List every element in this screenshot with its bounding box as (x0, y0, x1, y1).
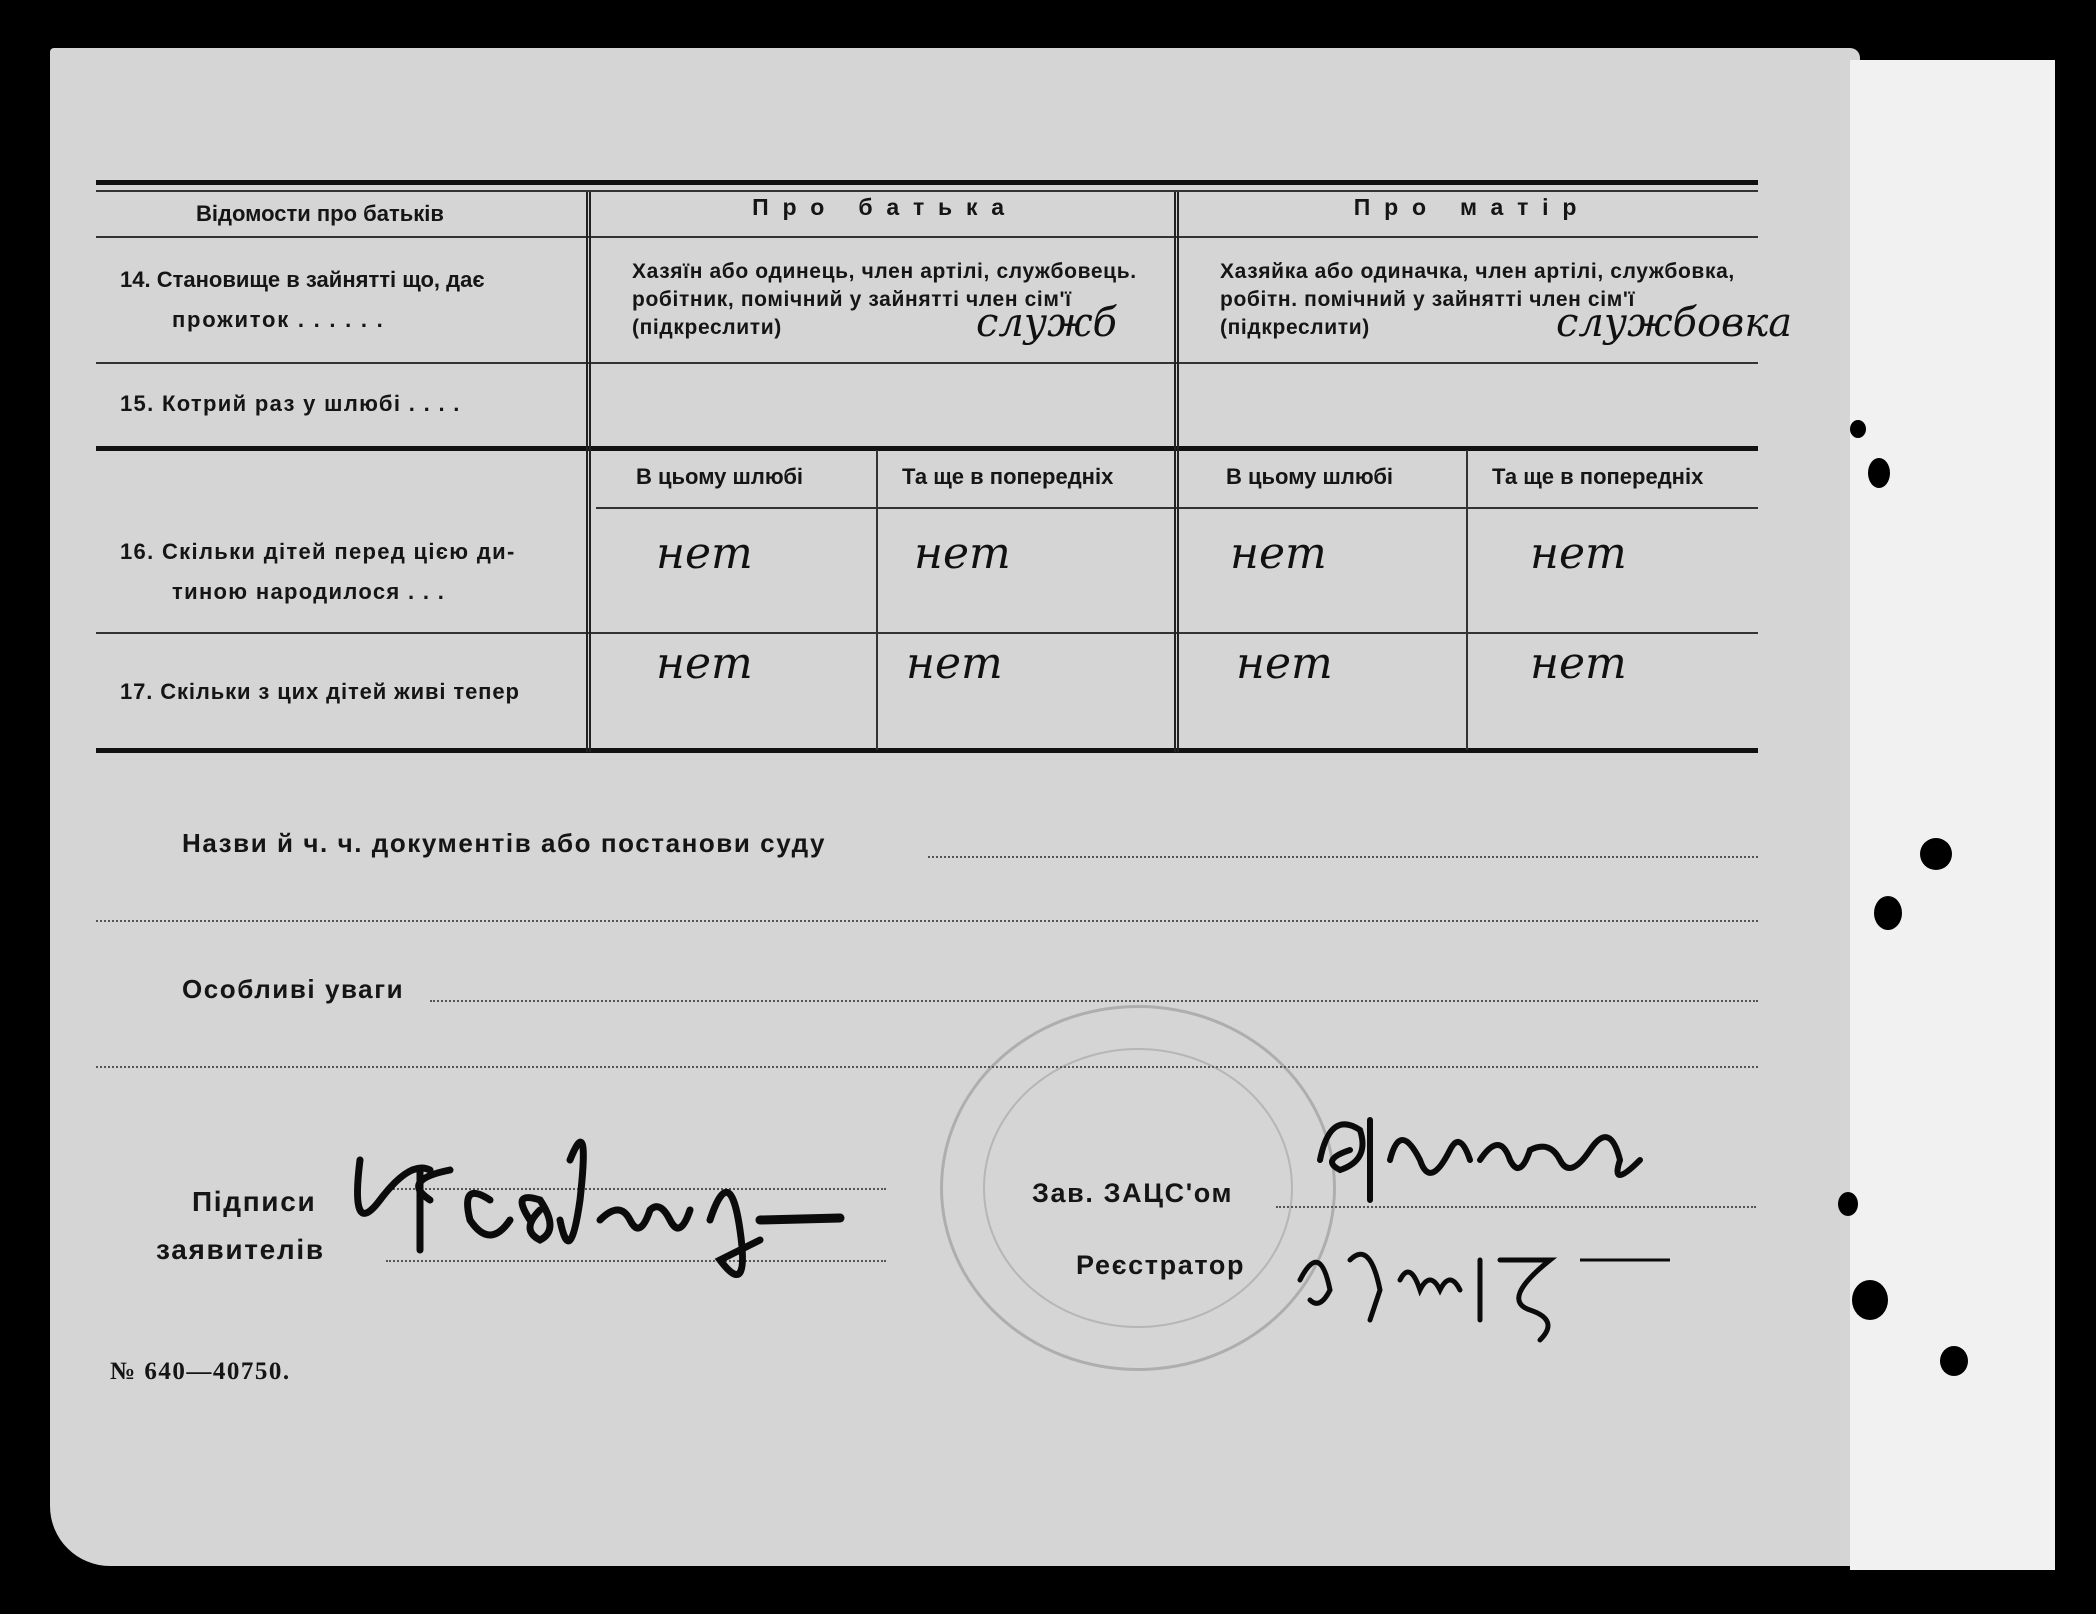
applicant-signature (340, 1100, 900, 1300)
row16-mother-previous: нет (1530, 528, 1627, 579)
head-signature (1310, 1100, 1670, 1220)
column-divider (1174, 192, 1179, 752)
punch-hole (1868, 458, 1890, 488)
header-bottom-rule (96, 236, 1758, 238)
row16-label-line1: 16. Скільки дітей перед цією ди- (120, 539, 516, 564)
row15-bottom-rule (96, 446, 1758, 451)
row17-father-this-marriage: нет (656, 638, 753, 689)
subheader-father-previous: Та ще в попередніх (902, 464, 1114, 489)
header-parents-info: Відомости про батьків (196, 201, 444, 226)
row16-mother-this-marriage: нет (1230, 528, 1327, 579)
row14-bottom-rule (96, 362, 1758, 364)
registrar-signature (1290, 1220, 1690, 1340)
documents-line-2 (96, 920, 1758, 922)
subheader-mother-this-marriage: В цьому шлюбі (1226, 464, 1394, 489)
row16-father-previous: нет (914, 528, 1011, 579)
punch-hole (1920, 838, 1952, 870)
applicants-label-line1: Підписи (192, 1186, 317, 1217)
page-edge (1850, 60, 2055, 1570)
column-divider (876, 450, 878, 750)
form-number: № 640—40750. (110, 1358, 291, 1385)
table-top-rule-thin (96, 190, 1758, 192)
row14-mother-value: службовка (1556, 300, 1793, 346)
notes-line (430, 1000, 1758, 1002)
row16-label-line2: тиною народилося . . . (172, 579, 446, 604)
punch-hole (1838, 1192, 1858, 1216)
applicants-label-line2: заявителів (156, 1234, 325, 1265)
notes-line-2 (96, 1066, 1758, 1068)
row17-mother-previous: нет (1530, 638, 1627, 689)
row14-father-text: Хазяїн або одинець, член артілі, службовець. робітник, помічний у зайнятті член сім'ї (підкреслити) (632, 260, 1137, 339)
row17-mother-this-marriage: нет (1236, 638, 1333, 689)
row17-label: 17. Скільки з цих дітей живі тепер (120, 679, 520, 704)
header-mother: Про матір (1353, 194, 1591, 220)
row14-mother-text: Хазяйка або одиначка, член артілі, службовка, робітн. помічний у зайнятті член сім'ї (підкреслити) (1220, 260, 1735, 339)
subheader-mother-previous: Та ще в попередніх (1492, 464, 1704, 489)
column-divider (586, 192, 591, 752)
header-father: Про батька (752, 194, 1018, 220)
head-registrar-label: Зав. ЗАЦС'ом (1032, 1178, 1234, 1208)
documents-label: Назви й ч. ч. документів або постанови суду (182, 828, 826, 858)
punch-hole (1852, 1280, 1888, 1320)
registrar-label: Реєстратор (1076, 1250, 1246, 1280)
punch-hole (1874, 896, 1902, 930)
punch-hole (1940, 1346, 1968, 1376)
punch-hole (1850, 420, 1866, 438)
row17-father-previous: нет (906, 638, 1003, 689)
row16-father-this-marriage: нет (656, 528, 753, 579)
row14-label-line1: 14. Становище в зайнятті що, дає (120, 267, 485, 292)
subheader-father-this-marriage: В цьому шлюбі (636, 464, 804, 489)
row15-label: 15. Котрий раз у шлюбі . . . . (120, 391, 461, 416)
documents-line (928, 856, 1758, 858)
table-bottom-rule (96, 748, 1758, 753)
table-top-rule (96, 180, 1758, 185)
row14-father-value: служб (976, 300, 1117, 346)
row14-label-line2: прожиток . . . . . . (172, 307, 385, 332)
notes-label: Особливі уваги (182, 974, 405, 1004)
row16-bottom-rule (96, 632, 1758, 634)
column-divider (1466, 450, 1468, 750)
